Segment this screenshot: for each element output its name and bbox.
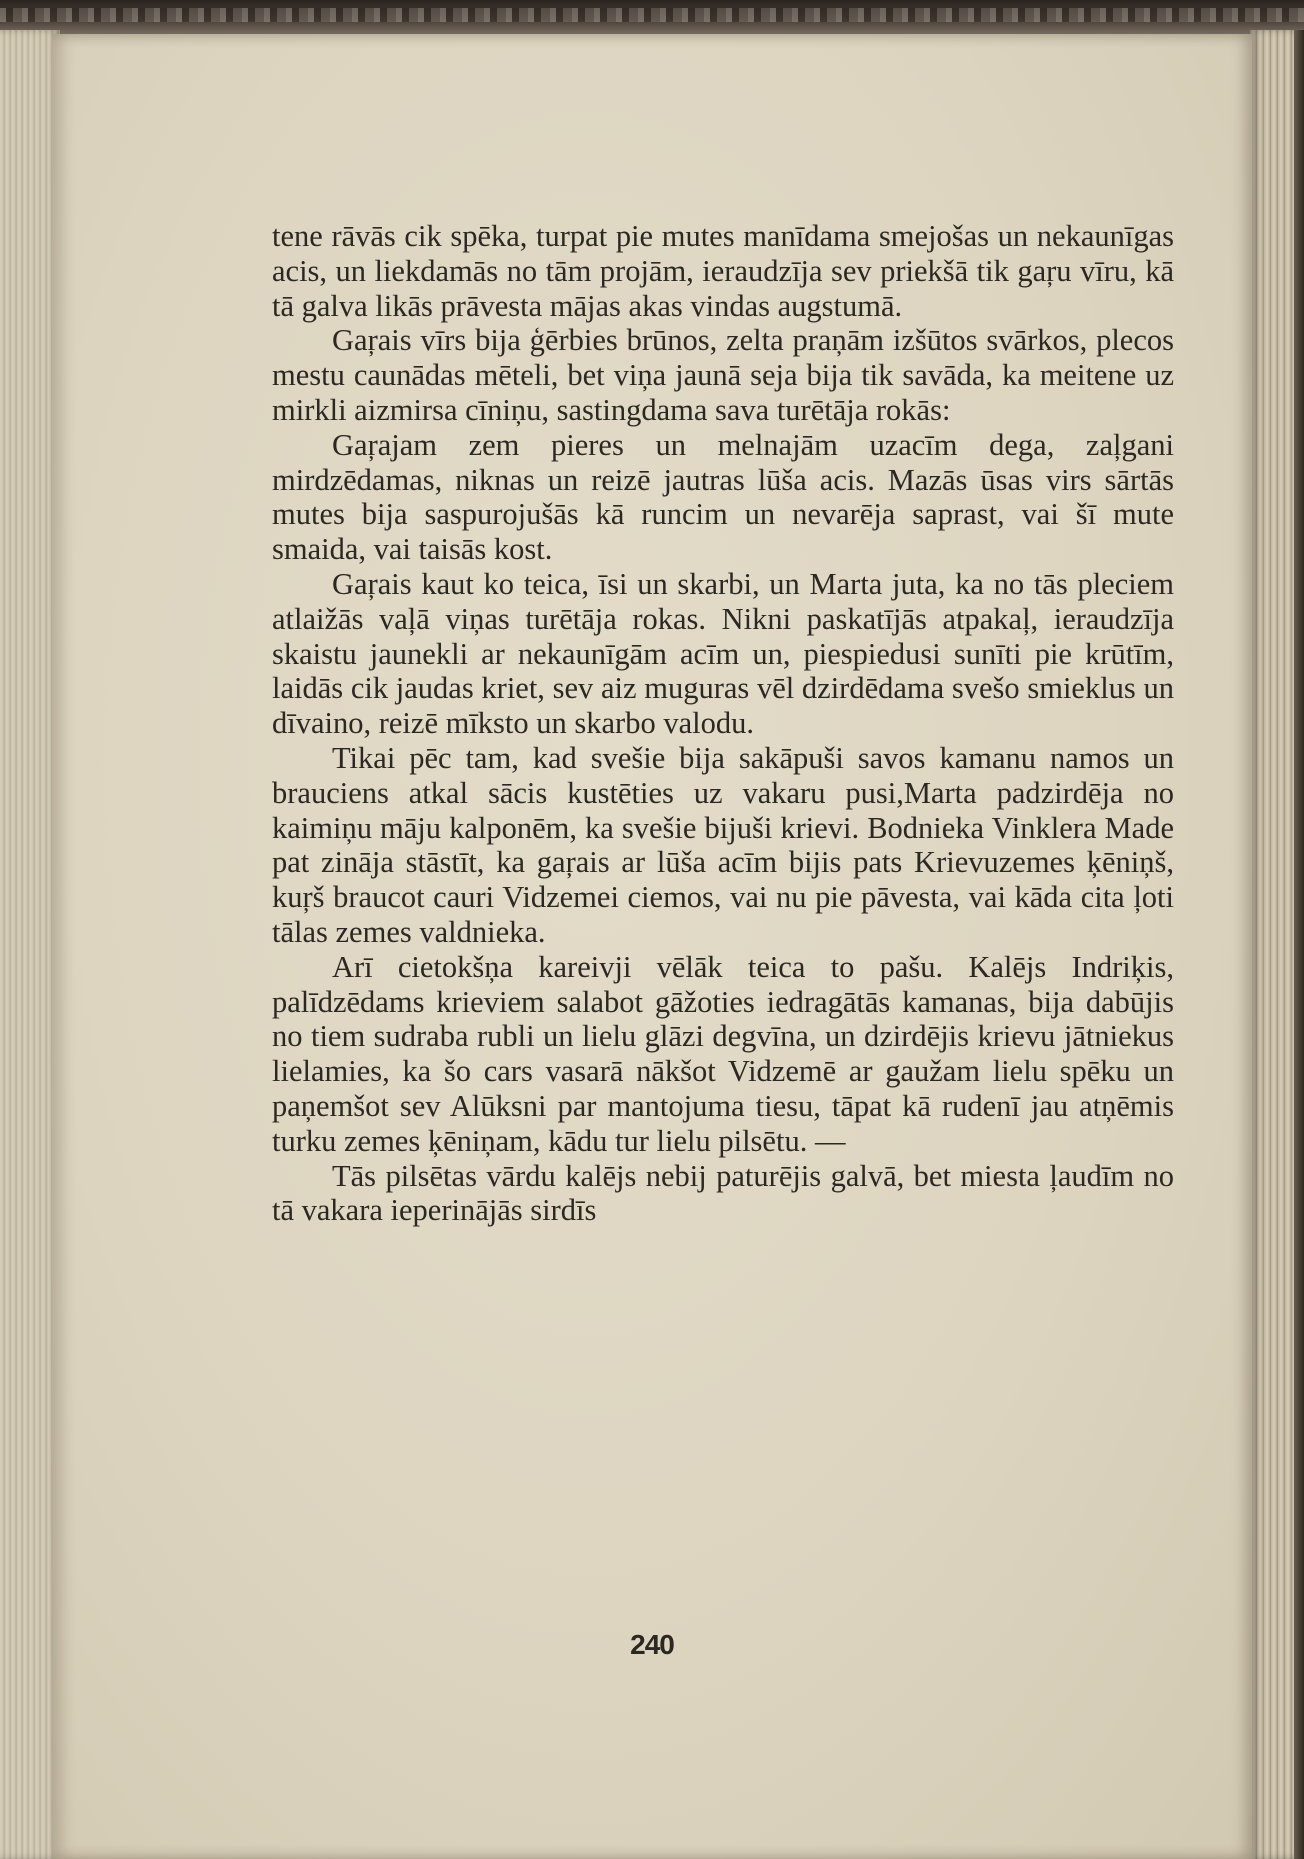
paragraph: Tikai pēc tam, kad svešie bija sakāpuši savos kamanu namos un brauciens atkal sācis kustēties uz vakaru pusi,Marta padzirdēja no kaimiņu māju kalponēm, ka svešie bijuši krievi. Bodnieka Vinklera Made pat zināja stāstīt, ka gaŗais ar lūša acīm bijis pats Krievuzemes ķēniņš, kuŗš braucot cauri Vidzemei ciemos, vai nu pie pāvesta, vai kāda cita ļoti tālas zemes valdnieka.	[272, 740, 1174, 949]
book-page	[52, 34, 1252, 1859]
paragraph: Tās pilsētas vārdu kalējs nebij paturējis galvā, bet miesta ļaudīm no tā vakara ieperinājās sirdīs	[272, 1158, 1174, 1228]
paragraph: Gaŗais vīrs bija ģērbies brūnos, zelta praņām izšūtos svārkos, plecos mestu caunādas mēteli, bet viņa jaunā seja bija tik savāda, ka meitene uz mirkli aizmirsa cīniņu, sastingdama sava turētāja rokās:	[272, 323, 1174, 427]
page-edges-left	[0, 30, 60, 1859]
body-text	[272, 219, 1174, 1228]
paragraph: Gaŗais kaut ko teica, īsi un skarbi, un Marta juta, ka no tās pleciem atlaižās vaļā viņas turētāja rokas. Nikni paskatījās atpakaļ, ieraudzīja skaistu jaunekli ar nekaunīgām acīm un, piespiedusi sunīti pie krūtīm, laidās cik jaudas kriet, sev aiz muguras vēl dzirdēdama svešo smieklus un dīvaino, reizē mīksto un skarbo valodu.	[272, 566, 1174, 741]
page-number: 240	[630, 1629, 674, 1660]
paragraph: Gaŗajam zem pieres un melnajām uzacīm dega, zaļgani mirdzēdamas, niknas un reizē jautras lūša acis. Mazās ūsas virs sārtās mutes bija saspurojušās kā runcim un nevarēja saprast, vai šī mute smaida, vai taisās kost.	[272, 427, 1174, 567]
paragraph: tene rāvās cik spēka, turpat pie mutes manīdama smejošas un nekaunīgas acis, un liekdamās no tām projām, ieraudzīja sev priekšā tik gaŗu vīru, kā tā galva likās prāvesta mājas akas vindas augstumā.	[272, 219, 1174, 323]
page-edges-right	[1250, 30, 1304, 1859]
paragraph: Arī cietokšņa kareivji vēlāk teica to pašu. Kalējs Indriķis, palīdzēdams krieviem salabot gāžoties iedragātās kamanas, bija dabūjis no tiem sudraba rubli un lielu glāzi degvīna, un dzirdējis krievu jātniekus lielamies, ka šo cars vasarā nākšot Vidzemē ar gaužam lielu spēku un paņemšot sev Alūksni par mantojuma tiesu, tāpat kā rudenī jau atņēmis turku zemes ķēniņam, kādu tur lielu pilsētu. —	[272, 949, 1174, 1158]
